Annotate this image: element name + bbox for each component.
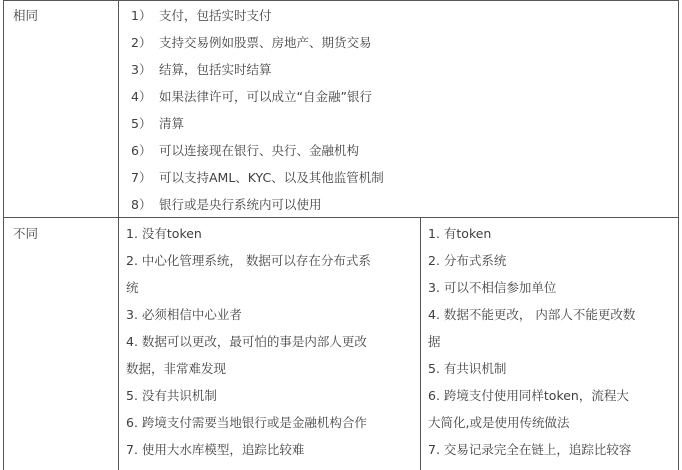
left-line: 7. 使用大水库模型，追踪比较难 xyxy=(126,442,305,457)
right-line: 7. 交易记录完全在链上，追踪比较容 xyxy=(428,442,632,457)
list-item-number: 3） xyxy=(131,62,152,77)
list-item-text: 结算，包括实时结算 xyxy=(159,62,272,77)
list-item-number: 8） xyxy=(131,197,152,212)
list-item-text: 可以连接现在银行、央行、金融机构 xyxy=(159,143,360,158)
row-label-same: 相同 xyxy=(13,8,39,23)
list-item xyxy=(131,61,272,79)
list-item xyxy=(131,7,272,25)
list-item-text: 支持交易例如股票、房地产、期货交易 xyxy=(159,35,372,50)
left-line: 数据，非常难发现 xyxy=(126,361,227,376)
table-top-border xyxy=(3,0,679,1)
left-line: 3. 必须相信中心业者 xyxy=(126,307,242,322)
comparison-table xyxy=(3,0,679,470)
right-line: 大简化,或是使用传统做法 xyxy=(428,415,570,430)
left-line: 2. 中心化管理系统， 数据可以存在分布式系 xyxy=(126,253,371,268)
list-item-number: 2） xyxy=(131,35,152,50)
list-item-text: 可以支持AML、KYC、以及其他监管机制 xyxy=(159,170,384,185)
list-item xyxy=(131,142,359,160)
right-line: 1. 有token xyxy=(428,226,492,241)
list-item xyxy=(131,34,372,52)
right-line: 4. 数据不能更改， 内部人不能更改数 xyxy=(428,307,636,322)
left-line: 6. 跨境支付需要当地银行或是金融机构合作 xyxy=(126,415,367,430)
list-item-number: 1） xyxy=(131,8,152,23)
list-item xyxy=(131,169,384,187)
left-line: 5. 没有共识机制 xyxy=(126,388,217,403)
list-item-number: 7） xyxy=(131,170,152,185)
list-item-text: 银行或是央行系统内可以使用 xyxy=(159,197,322,212)
right-line: 2. 分布式系统 xyxy=(428,253,507,268)
right-line: 6. 跨境支付使用同样token，流程大 xyxy=(428,388,629,403)
list-item-text: 支付，包括实时支付 xyxy=(159,8,272,23)
list-item-text: 如果法律许可，可以成立“自金融”银行 xyxy=(159,89,372,104)
list-item-number: 4） xyxy=(131,89,152,104)
list-item xyxy=(131,115,184,133)
label-column-divider xyxy=(118,0,119,470)
row-label-different: 不同 xyxy=(13,226,39,241)
list-item-number: 6） xyxy=(131,143,152,158)
list-item-text: 清算 xyxy=(159,116,185,131)
right-line: 3. 可以不相信参加单位 xyxy=(428,280,557,295)
right-line: 据 xyxy=(428,334,441,349)
list-item-number: 5） xyxy=(131,116,152,131)
left-line: 4. 数据可以更改，最可怕的事是内部人更改 xyxy=(126,334,367,349)
compare-column-divider xyxy=(420,218,421,470)
left-line: 1. 没有token xyxy=(126,226,202,241)
right-line: 5. 有共识机制 xyxy=(428,361,507,376)
row-divider xyxy=(3,217,679,218)
list-item xyxy=(131,88,372,106)
list-item xyxy=(131,196,322,214)
left-line: 统 xyxy=(126,280,139,295)
